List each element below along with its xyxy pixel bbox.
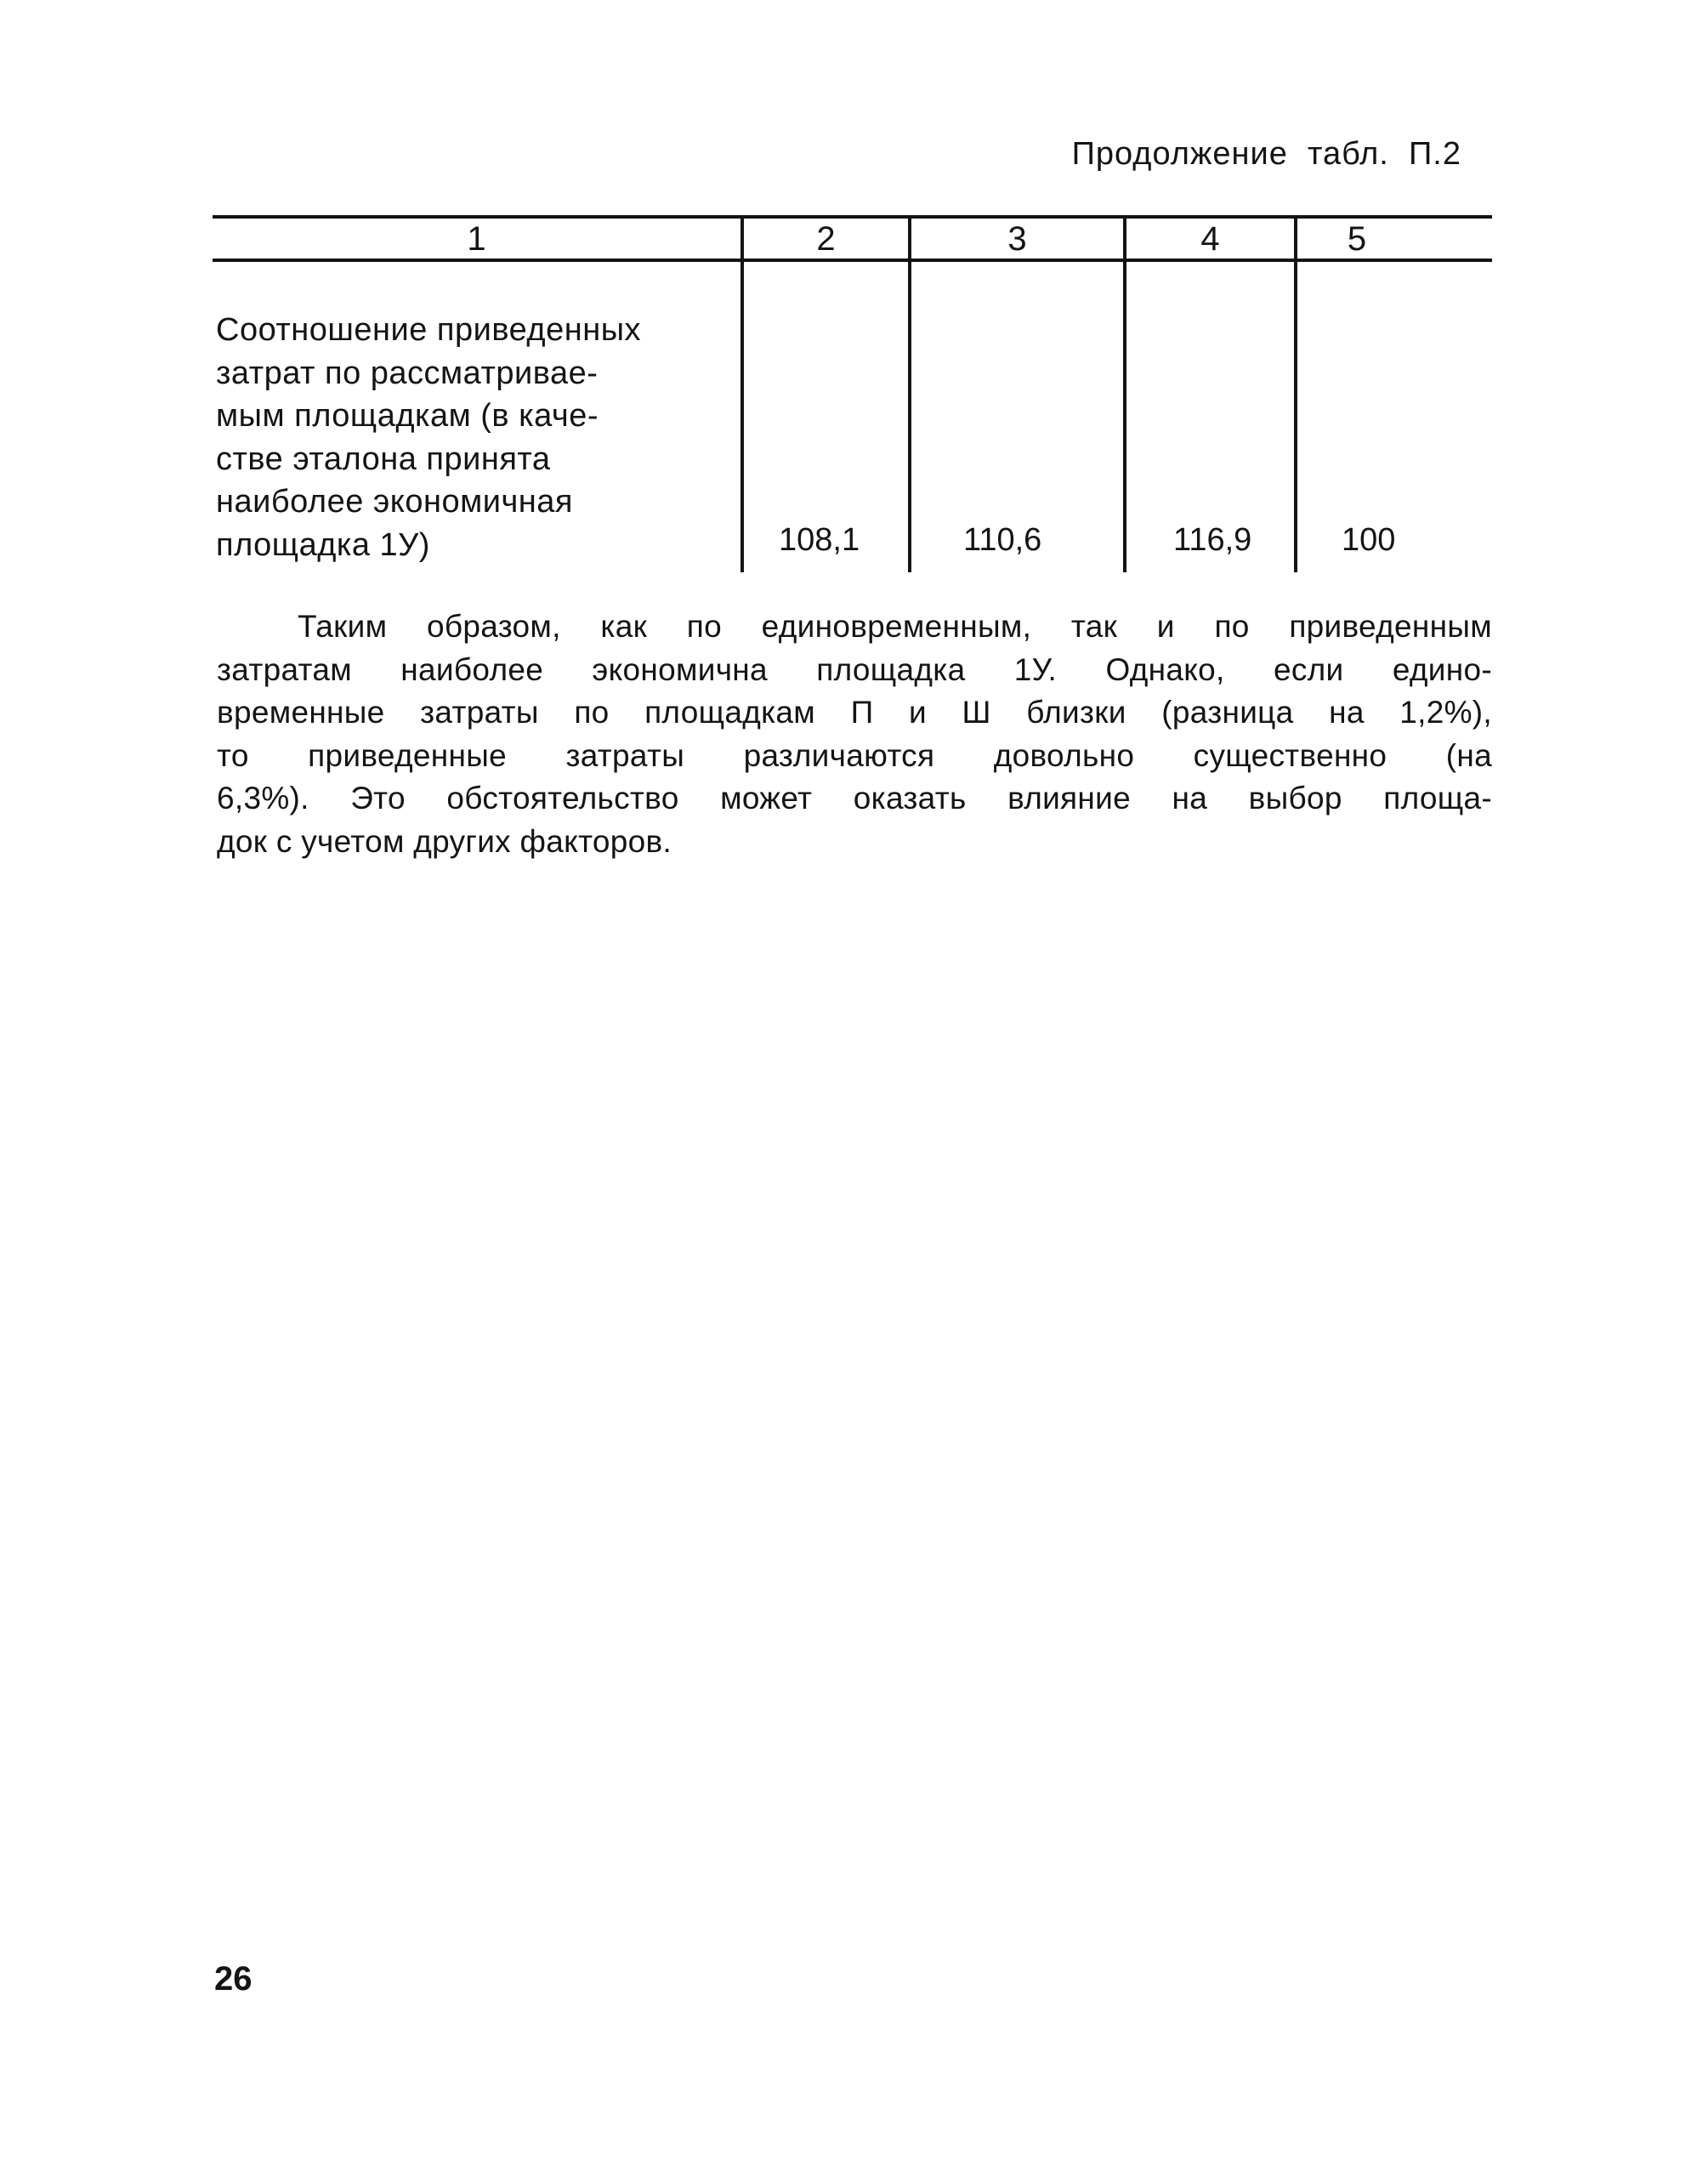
paragraph-line: то приведенные затраты различаются довольно существенно (на (217, 737, 1492, 773)
value-cell-5: 100 (1342, 522, 1396, 558)
value-cell-2: 108,1 (779, 522, 860, 558)
table-top-rule (213, 215, 1492, 219)
column-divider (1294, 215, 1297, 572)
row-label-line: стве эталона принята (216, 441, 551, 477)
row-label-line: мым площадкам (в каче- (216, 398, 599, 434)
table-header-rule (213, 259, 1492, 262)
header-cell-2: 2 (816, 220, 836, 258)
page-number: 26 (214, 1960, 253, 1998)
body-paragraph (217, 605, 1492, 863)
row-label (216, 309, 726, 566)
value-cell-4: 116,9 (1173, 522, 1252, 558)
paragraph-line: временные затраты по площадкам П и Ш близки (разница на 1,2%), (217, 695, 1492, 730)
column-divider (1123, 215, 1126, 572)
paragraph-line: затратам наиболее экономична площадка 1У. Однако, если едино- (217, 651, 1492, 687)
row-label-line: наиболее экономичная (216, 484, 573, 520)
paragraph-line: док с учетом других факторов. (217, 823, 672, 859)
table-caption: Продолжение табл. П.2 (1071, 136, 1461, 172)
row-label-line: площадка 1У) (216, 526, 430, 563)
header-cell-3: 3 (1007, 220, 1027, 258)
column-divider (908, 215, 911, 572)
row-label-line: затрат по рассматривае- (216, 355, 599, 391)
header-cell-1: 1 (467, 220, 486, 258)
row-label-line: Соотношение приведенных (216, 312, 642, 348)
value-cell-3: 110,6 (963, 522, 1042, 558)
paragraph-line: Таким образом, как по единовременным, так и по приведенным (298, 609, 1492, 644)
column-divider (741, 215, 744, 572)
header-cell-4: 4 (1200, 220, 1220, 258)
paragraph-line: 6,3%). Это обстоятельство может оказать влияние на выбор площа- (217, 781, 1492, 816)
header-cell-5: 5 (1347, 220, 1367, 258)
